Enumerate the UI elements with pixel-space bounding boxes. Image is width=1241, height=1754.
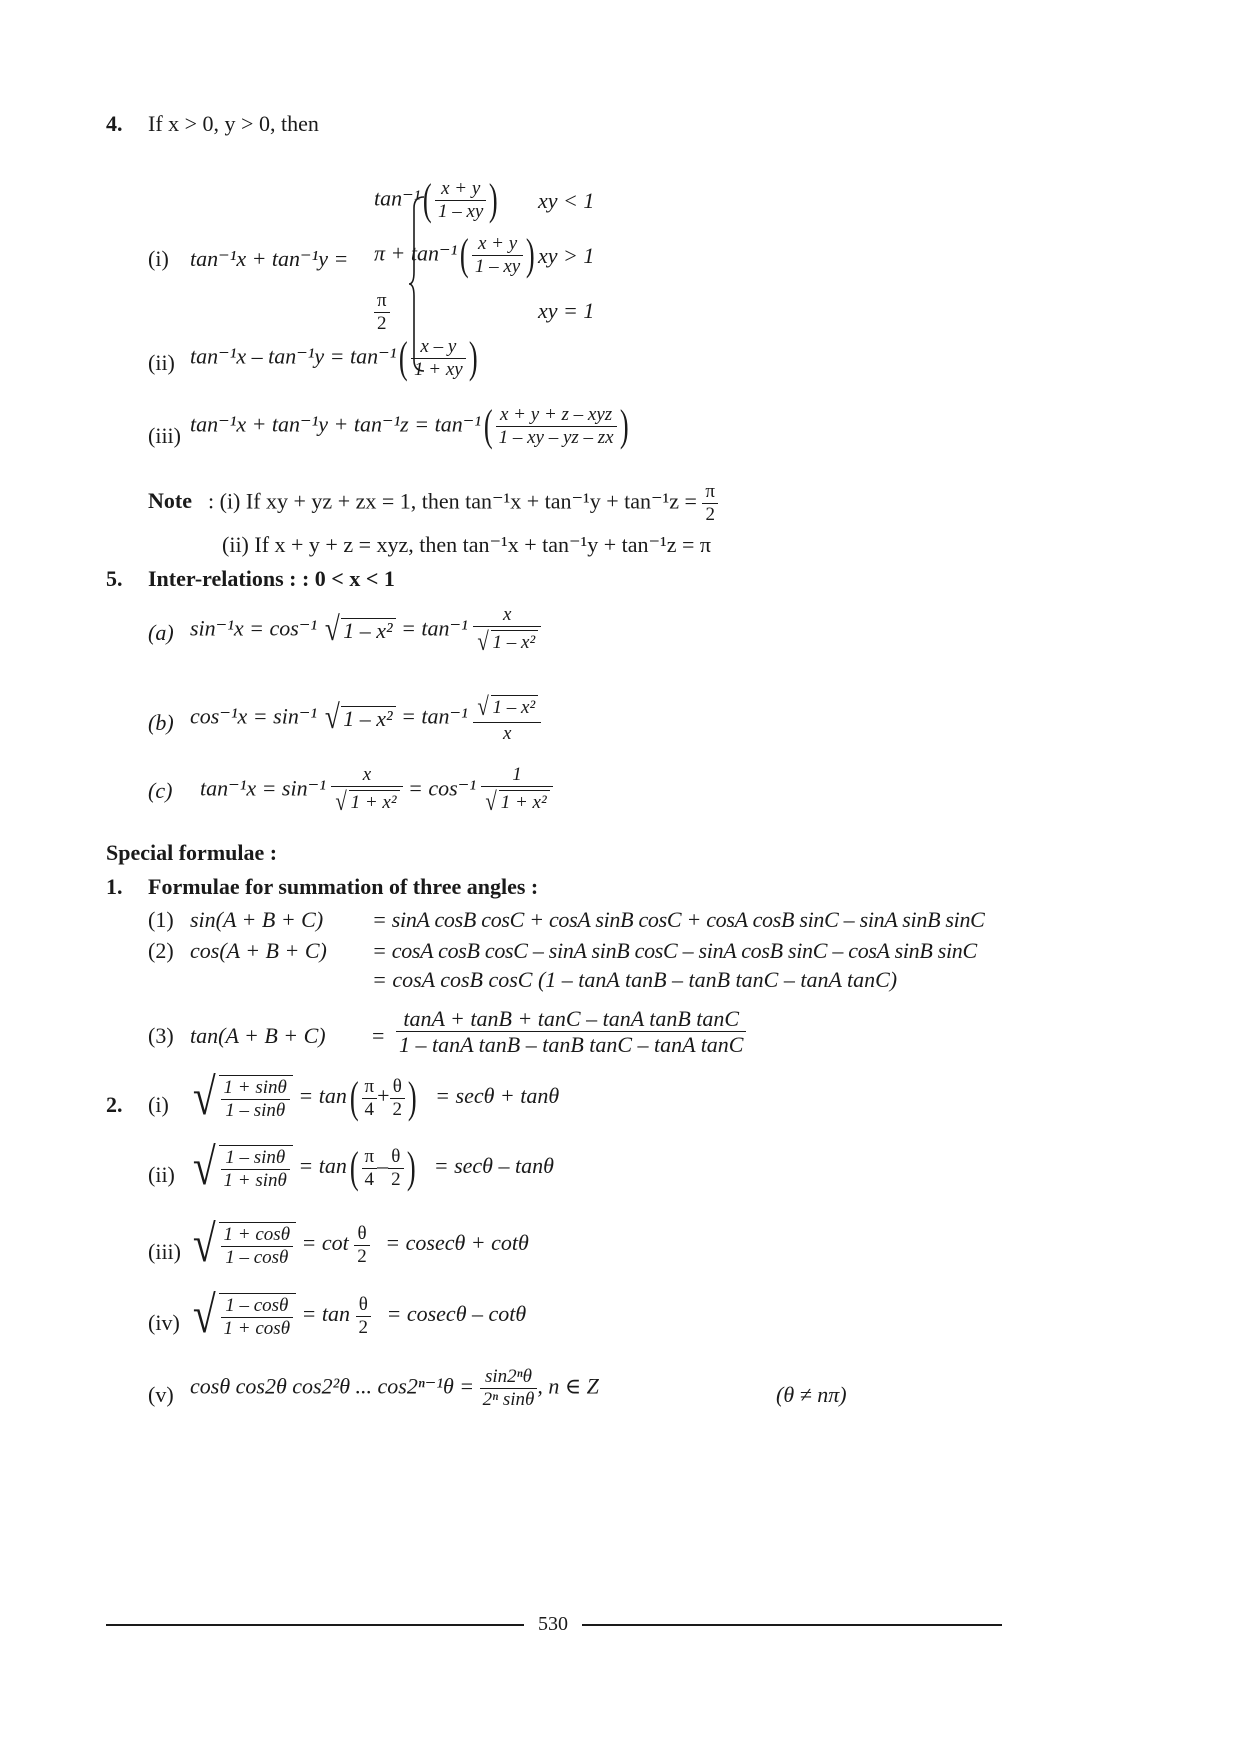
item4-intro: If x > 0, y > 0, then (148, 111, 319, 136)
r5-label: (v) (148, 1382, 174, 1407)
f2-label: (2) (148, 938, 174, 963)
r1-expr: √ $\frac{1 + \sin\theta}{1 - \sin\theta}$ = tan( $\frac{\pi}{4}$ + $\frac{\theta}{2}$ ) = secθ + tanθ (192, 1069, 560, 1126)
case3-expr: $\frac{\pi}{2}$ (374, 290, 390, 335)
footer-rule-right (582, 1624, 1002, 1626)
item4-ii-label: (ii) (148, 350, 175, 375)
case3-condition: xy = 1 (538, 298, 595, 323)
item4-i-lhs: tan⁻¹x + tan⁻¹y = (190, 246, 349, 271)
footer-rule-left (106, 1624, 524, 1626)
case2-expr: π + tan⁻¹( $\frac{x + y}{1 - xy}$ ) (374, 230, 535, 280)
special-2-number: 2. (106, 1092, 123, 1117)
page-number: 530 (538, 1613, 568, 1635)
item4-ii-expr: tan⁻¹x – tan⁻¹y = tan⁻¹( $\frac{x - y}{1 + xy}$ ) (190, 333, 478, 383)
item-number-4: 4. (106, 111, 123, 136)
f1-lhs: sin(A + B + C) (190, 907, 324, 932)
r4-expr: √ $\frac{1 - \cos\theta}{1 + \cos\theta}$ = tan $\frac{\theta}{2}$ = cosecθ – cotθ (192, 1287, 527, 1344)
note-label: Note (148, 488, 192, 513)
f2-lhs: cos(A + B + C) (190, 938, 327, 963)
case1-condition: xy < 1 (538, 188, 595, 213)
r5-expr: cosθ cos2θ cos2²θ ... cos2ⁿ⁻¹θ = $\frac{\text{sin2ⁿθ}}{\text{2ⁿ sinθ}}$ , n ∈ Z (190, 1366, 599, 1410)
f1-rhs: = sinA cosB cosC + cosA sinB cosC + cosA cosB sinC – sinA sinB sinC (372, 907, 985, 932)
item5-c-label: (c) (148, 778, 173, 803)
f3-eq: = (372, 1023, 385, 1048)
item-number-5: 5. (106, 566, 123, 591)
item5-b-label: (b) (148, 710, 174, 735)
item5-b-expr: cos⁻¹x = sin⁻¹ √ 1 – x² = tan⁻¹ $\frac{\text{√ 1 – x²}}{x}$ (190, 692, 541, 745)
r2-expr: √ $\frac{1 - \sin\theta}{1 + \sin\theta}$ = tan( $\frac{\pi}{4}$ – $\frac{\theta}{2}$ ) = secθ – tanθ (192, 1139, 554, 1196)
item5-title: Inter-relations : : 0 < x < 1 (148, 566, 395, 591)
item5-a-label: (a) (148, 620, 174, 645)
f3-label: (3) (148, 1023, 174, 1048)
item4-iii-label: (iii) (148, 423, 181, 448)
f2-rhs-line2: = cosA cosB cosC (1 – tanA tanB – tanB tanC – tanA tanC) (372, 967, 898, 992)
item4-i-label: (i) (148, 246, 169, 271)
special-1-title: Formulae for summation of three angles : (148, 874, 539, 899)
note-ii: (ii) If x + y + z = xyz, then tan⁻¹x + tan⁻¹y + tan⁻¹z = π (222, 532, 712, 557)
r1-label: (i) (148, 1092, 169, 1117)
special-heading: Special formulae : (106, 840, 278, 865)
item4-iii-expr: tan⁻¹x + tan⁻¹y + tan⁻¹z = tan⁻¹( $\frac{\text{x + y + z – xyz}}{1 - xy - yz - zx}$ ) (190, 401, 629, 451)
r3-label: (iii) (148, 1239, 181, 1264)
f3-lhs: tan(A + B + C) (190, 1023, 326, 1048)
r3-expr: √ $\frac{1 + \cos\theta}{1 - \cos\theta}$ = cot $\frac{\theta}{2}$ = cosecθ + cotθ (192, 1216, 529, 1273)
item5-a-expr: sin⁻¹x = cos⁻¹ √ 1 – x² = tan⁻¹ $\frac{x}{\text{√ 1 – x²}}$ (190, 604, 541, 657)
item5-c-expr: tan⁻¹x = sin⁻¹ $\frac{x}{\text{√ 1 + x²}}$ = cos⁻¹ $\frac{1}{\text{√ 1 + x²}}$ (200, 764, 553, 817)
f3-fraction: $\frac{\text{tanA + tanB + tanC – tanA tanB tanC}}{\text{1 – tanA tanB – tanB tanC – tanA tanC}}$ (396, 1006, 746, 1058)
note-i: : (i) If xy + yz + zx = 1, then tan⁻¹x + tan⁻¹y + tan⁻¹z = $\frac{\pi}{2}$ (208, 481, 718, 526)
r5-condition: (θ ≠ nπ) (776, 1382, 847, 1407)
case2-condition: xy > 1 (538, 243, 595, 268)
case1-expr: tan⁻¹( $\frac{x + y}{1 - xy}$ ) (374, 175, 499, 225)
f1-label: (1) (148, 907, 174, 932)
f2-rhs: = cosA cosB cosC – sinA sinB cosC – sinA cosB sinC – cosA sinB sinC (372, 938, 977, 963)
special-1-number: 1. (106, 874, 123, 899)
r2-label: (ii) (148, 1162, 175, 1187)
r4-label: (iv) (148, 1310, 180, 1335)
